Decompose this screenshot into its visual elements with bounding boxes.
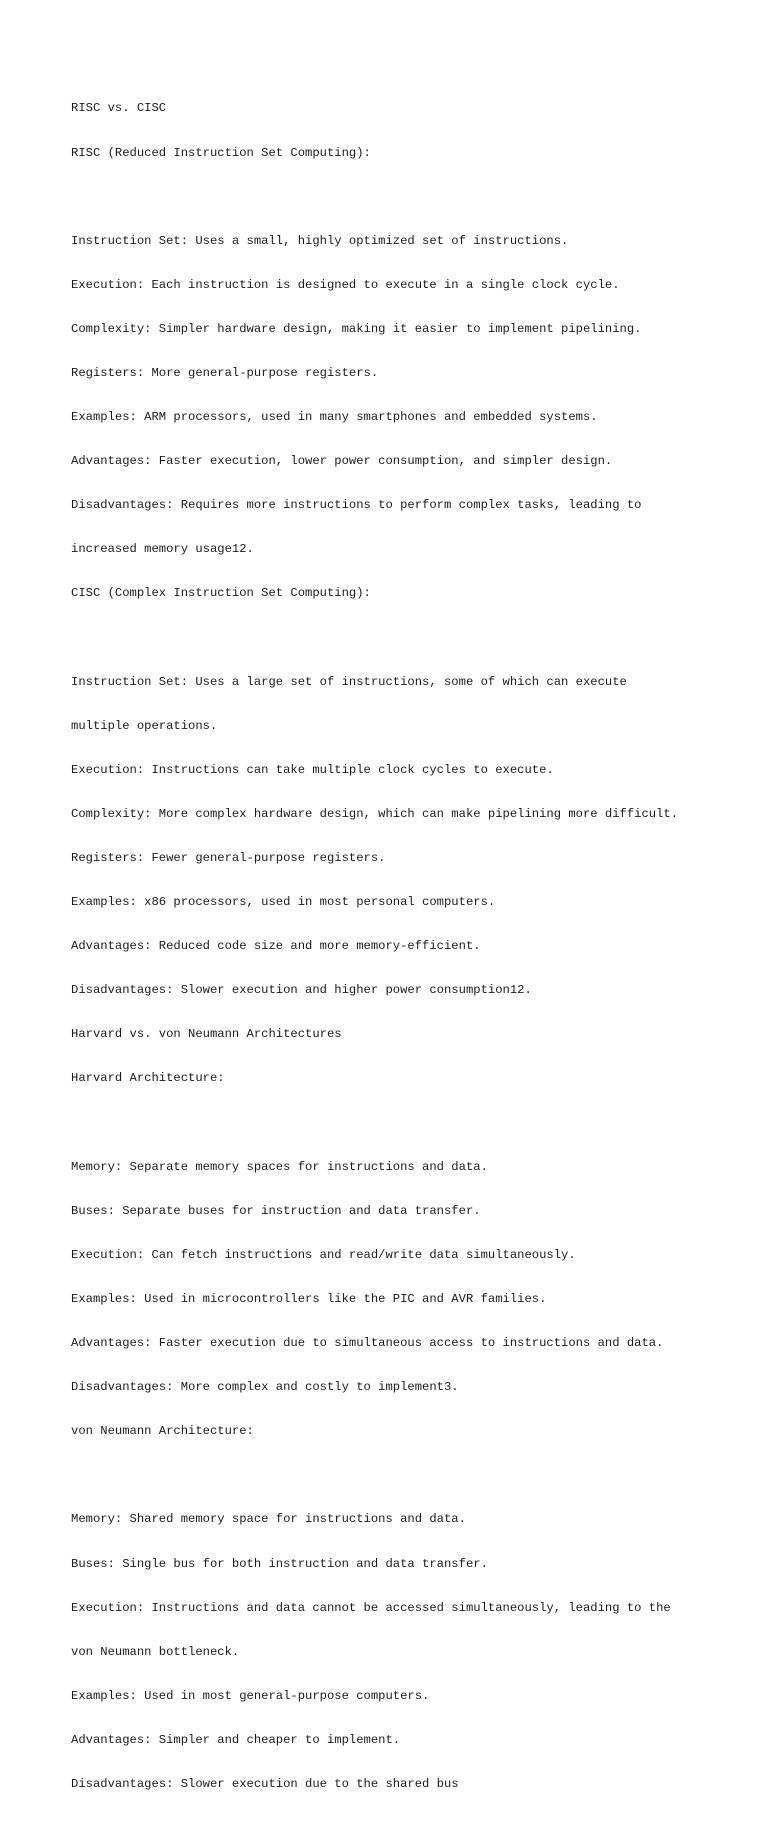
section-heading-risc: RISC (Reduced Instruction Set Computing): bbox=[71, 145, 371, 160]
document-body bbox=[71, 72, 751, 1821]
harvard-execution: Execution: Can fetch instructions and read/write data simultaneously. bbox=[71, 1247, 576, 1262]
harvard-examples: Examples: Used in microcontrollers like the PIC and AVR families. bbox=[71, 1291, 547, 1306]
von-neumann-buses: Buses: Single bus for both instruction and data transfer. bbox=[71, 1556, 488, 1571]
risc-disadvantages-continued: increased memory usage12. bbox=[71, 542, 254, 557]
von-neumann-advantages: Advantages: Simpler and cheaper to implement. bbox=[71, 1732, 401, 1747]
cisc-advantages: Advantages: Reduced code size and more memory-efficient. bbox=[71, 939, 481, 954]
risc-registers: Registers: More general-purpose registers. bbox=[71, 365, 379, 380]
section-heading-harvard: Harvard Architecture: bbox=[71, 1071, 225, 1086]
blank-line bbox=[71, 631, 751, 646]
cisc-examples: Examples: x86 processors, used in most personal computers. bbox=[71, 895, 496, 910]
risc-execution: Execution: Each instruction is designed to execute in a single clock cycle. bbox=[71, 277, 620, 292]
section-heading-cisc: CISC (Complex Instruction Set Computing): bbox=[71, 586, 371, 601]
risc-disadvantages: Disadvantages: Requires more instructions to perform complex tasks, leading to bbox=[71, 498, 642, 513]
cisc-registers: Registers: Fewer general-purpose registers. bbox=[71, 851, 386, 865]
harvard-buses: Buses: Separate buses for instruction and data transfer. bbox=[71, 1203, 481, 1218]
cisc-execution: Execution: Instructions can take multiple clock cycles to execute. bbox=[71, 762, 554, 777]
von-neumann-examples: Examples: Used in most general-purpose computers. bbox=[71, 1688, 430, 1703]
section-heading-von-neumann: von Neumann Architecture: bbox=[71, 1424, 254, 1439]
blank-line bbox=[71, 1116, 751, 1131]
document-title: RISC vs. CISC bbox=[71, 101, 167, 116]
von-neumann-execution: Execution: Instructions and data cannot be accessed simultaneously, leading to the bbox=[71, 1600, 671, 1615]
risc-examples: Examples: ARM processors, used in many smartphones and embedded systems. bbox=[71, 410, 598, 425]
harvard-memory: Memory: Separate memory spaces for instructions and data. bbox=[71, 1159, 488, 1174]
blank-line bbox=[71, 1468, 751, 1483]
cisc-instruction-set: Instruction Set: Uses a large set of instructions, some of which can execute bbox=[71, 674, 627, 689]
cisc-disadvantages: Disadvantages: Slower execution and higher power consumption12. bbox=[71, 983, 532, 998]
risc-complexity: Complexity: Simpler hardware design, making it easier to implement pipelining. bbox=[71, 321, 642, 336]
blank-line bbox=[71, 190, 751, 205]
risc-instruction-set: Instruction Set: Uses a small, highly optimized set of instructions. bbox=[71, 233, 569, 248]
cisc-complexity: Complexity: More complex hardware design, which can make pipelining more difficult. bbox=[71, 806, 679, 821]
harvard-advantages: Advantages: Faster execution due to simultaneous access to instructions and data. bbox=[71, 1336, 664, 1351]
von-neumann-execution-continued: von Neumann bottleneck. bbox=[71, 1644, 240, 1659]
harvard-disadvantages: Disadvantages: More complex and costly to implement3. bbox=[71, 1380, 459, 1395]
section-heading-harvard-vs-von-neumann: Harvard vs. von Neumann Architectures bbox=[71, 1027, 342, 1042]
cisc-instruction-set-continued: multiple operations. bbox=[71, 718, 218, 733]
von-neumann-disadvantages: Disadvantages: Slower execution due to the shared bus bbox=[71, 1776, 459, 1791]
risc-advantages: Advantages: Faster execution, lower power consumption, and simpler design. bbox=[71, 454, 613, 469]
von-neumann-memory: Memory: Shared memory space for instructions and data. bbox=[71, 1512, 466, 1527]
